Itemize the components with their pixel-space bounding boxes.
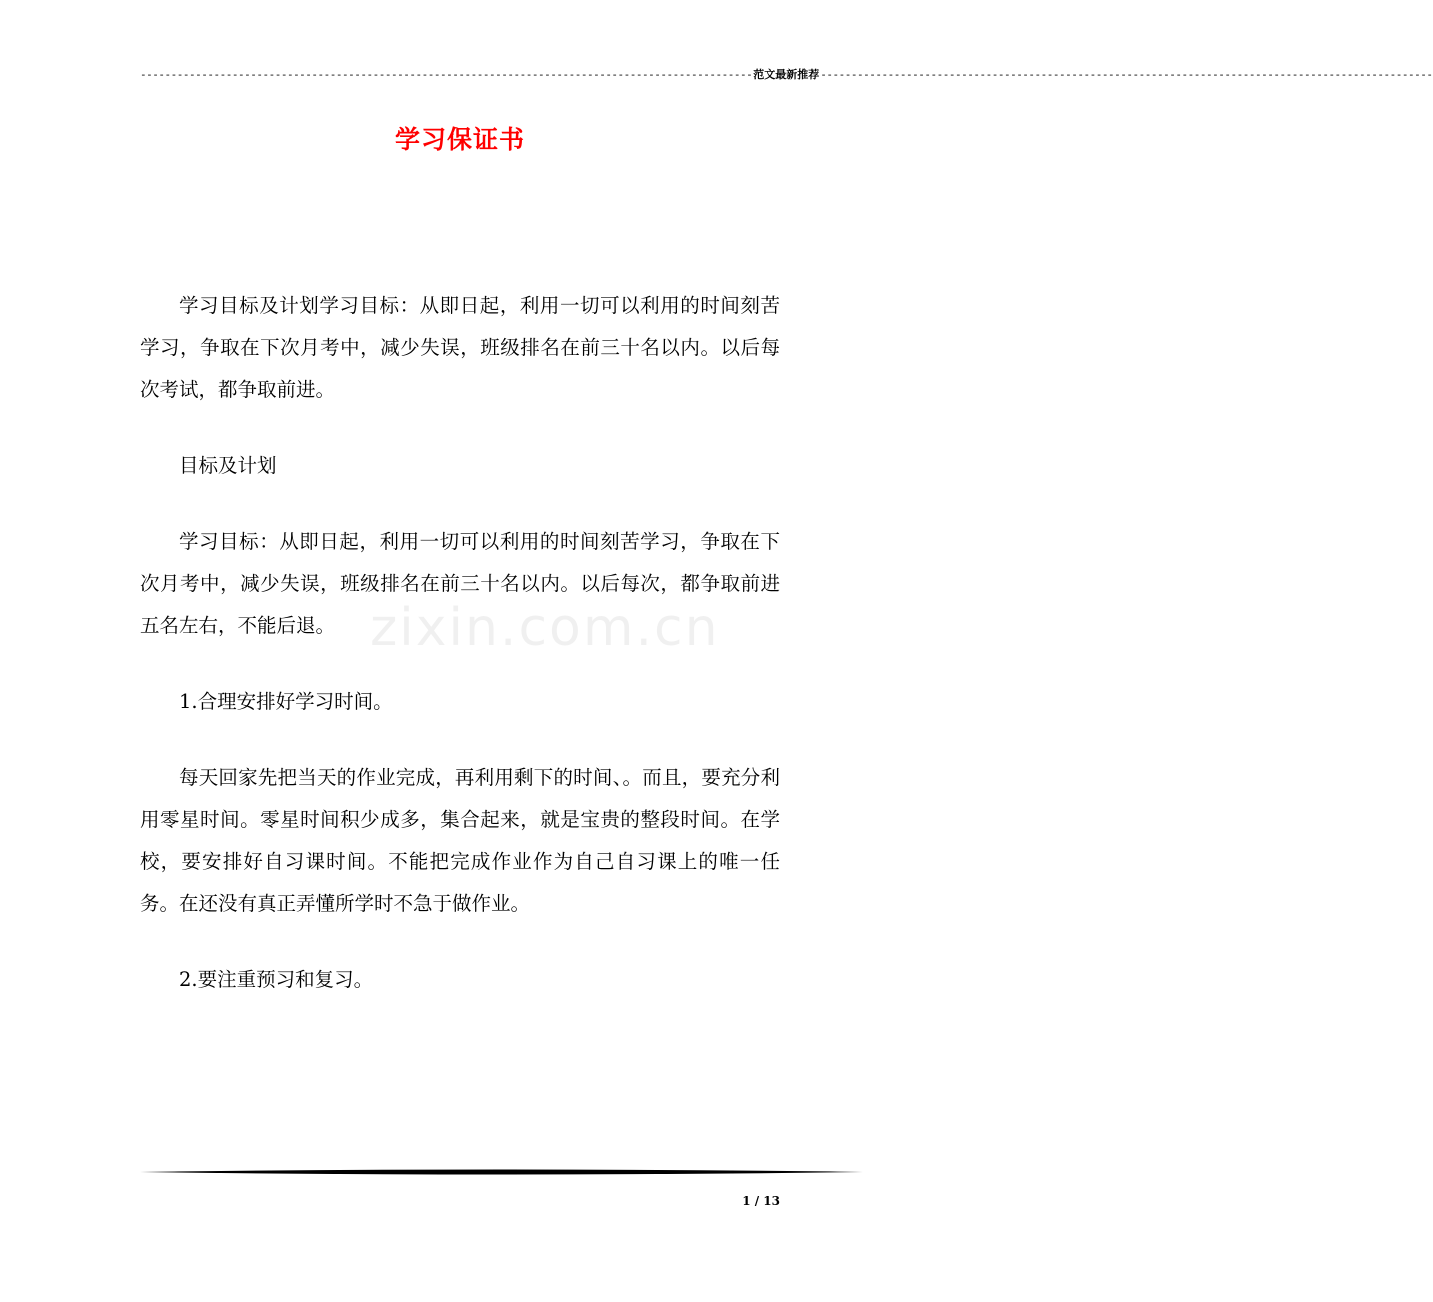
paragraph: 1.合理安排好学习时间。 bbox=[179, 690, 393, 713]
header-left-rule: ---------------------------------------------------------------------------------------------------- bbox=[140, 68, 753, 81]
document-title: 学习保证书 bbox=[394, 125, 525, 154]
paragraph: 学习目标：从即日起，利用一切可以利用的时间刻苦学习，争取在下次月考中，减少失误，班级排名在前三十名以内。以后每次，都争取前进五名左右，不能后退。 bbox=[140, 530, 780, 637]
footer-rule bbox=[140, 1168, 863, 1176]
document-body bbox=[140, 285, 780, 1001]
header-label: 范文最新推荐 bbox=[753, 68, 820, 81]
paragraph: 目标及计划 bbox=[179, 454, 277, 477]
paragraph: 每天回家先把当天的作业完成，再利用剩下的时间、。而且，要充分利用零星时间。零星时间积少成多，集合起来，就是宝贵的整段时间。在学校，要安排好自习课时间。不能把完成作业作为自己自习课上的唯一任务。在还没有真正弄懂所学时不急于做作业。 bbox=[140, 766, 780, 915]
paragraph: 2.要注重预习和复习。 bbox=[179, 968, 374, 991]
page-number: 1 / 13 bbox=[742, 1194, 780, 1208]
running-header bbox=[140, 68, 1433, 82]
paragraph: 学习目标及计划学习目标：从即日起，利用一切可以利用的时间刻苦学习，争取在下次月考中，减少失误，班级排名在前三十名以内。以后每次考试，都争取前进。 bbox=[140, 294, 780, 401]
header-right-rule: ---------------------------------------------------------------------------------------------------- bbox=[820, 68, 1433, 81]
watermark: zixin.com.cn bbox=[370, 598, 720, 658]
